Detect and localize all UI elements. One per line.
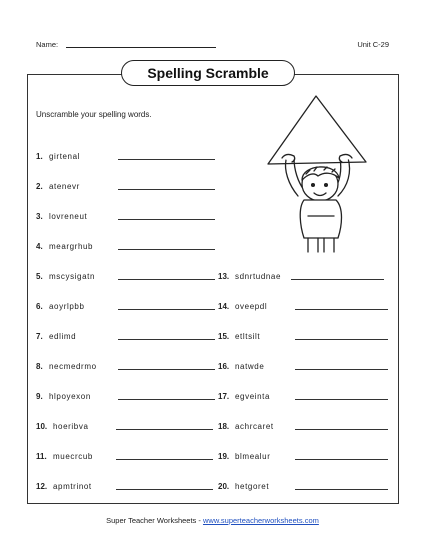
item-number: 11.: [36, 452, 47, 461]
word-item: [36, 182, 215, 191]
scrambled-word: apmtrinot: [53, 482, 92, 491]
answer-line[interactable]: [118, 398, 215, 400]
answer-line[interactable]: [118, 368, 215, 370]
unit-label: Unit C-29: [357, 40, 389, 49]
word-item: [218, 482, 388, 491]
footer: [0, 516, 425, 525]
item-number: 9.: [36, 392, 43, 401]
answer-line[interactable]: [295, 368, 388, 370]
answer-line[interactable]: [116, 488, 213, 490]
word-item: [218, 332, 388, 341]
item-number: 3.: [36, 212, 43, 221]
item-number: 19.: [218, 452, 230, 461]
scrambled-word: natwde: [235, 362, 265, 371]
answer-line[interactable]: [118, 338, 215, 340]
scrambled-word: mscysigatn: [49, 272, 96, 281]
answer-line[interactable]: [295, 488, 388, 490]
word-item: [36, 362, 215, 371]
item-number: 10.: [36, 422, 48, 431]
word-item: [218, 302, 388, 311]
scrambled-word: necmedrmo: [49, 362, 97, 371]
item-number: 16.: [218, 362, 230, 371]
word-item: [36, 272, 215, 281]
answer-line[interactable]: [118, 278, 215, 280]
item-number: 5.: [36, 272, 43, 281]
answer-line[interactable]: [116, 428, 213, 430]
item-number: 6.: [36, 302, 43, 311]
scrambled-word: atenevr: [49, 182, 80, 191]
word-item: [218, 422, 388, 431]
answer-line[interactable]: [295, 308, 388, 310]
answer-line[interactable]: [295, 338, 388, 340]
item-number: 12.: [36, 482, 48, 491]
answer-line[interactable]: [118, 188, 215, 190]
item-number: 14.: [218, 302, 230, 311]
word-item: [218, 452, 388, 461]
word-item: [36, 242, 215, 251]
scrambled-word: hlpoyexon: [49, 392, 91, 401]
answer-line[interactable]: [295, 428, 388, 430]
scrambled-word: oveepdl: [235, 302, 268, 311]
item-number: 8.: [36, 362, 43, 371]
scrambled-word: hoeribva: [53, 422, 89, 431]
name-field[interactable]: [66, 47, 216, 48]
page-title: Spelling Scramble: [121, 60, 295, 86]
scrambled-word: blmealur: [235, 452, 271, 461]
answer-line[interactable]: [118, 248, 215, 250]
word-item: [36, 422, 213, 431]
word-item: [36, 482, 213, 491]
scrambled-word: sdnrtudnae: [235, 272, 282, 281]
scrambled-word: girtenal: [49, 152, 81, 161]
child-holding-triangle-illustration: [264, 92, 376, 257]
footer-text: Super Teacher Worksheets -: [106, 516, 203, 525]
scrambled-word: egveinta: [235, 392, 271, 401]
answer-line[interactable]: [291, 278, 384, 280]
item-number: 13.: [218, 272, 230, 281]
word-item: [218, 392, 388, 401]
scrambled-word: meargrhub: [49, 242, 94, 251]
word-item: [36, 152, 215, 161]
item-number: 20.: [218, 482, 230, 491]
item-number: 4.: [36, 242, 43, 251]
scrambled-word: achrcaret: [235, 422, 274, 431]
scrambled-word: hetgoret: [235, 482, 270, 491]
scrambled-word: muecrcub: [53, 452, 93, 461]
scrambled-word: aoyrlpbb: [49, 302, 85, 311]
word-item: [218, 272, 384, 281]
item-number: 15.: [218, 332, 230, 341]
answer-line[interactable]: [118, 218, 215, 220]
word-item: [218, 362, 388, 371]
word-item: [36, 332, 215, 341]
item-number: 18.: [218, 422, 230, 431]
word-item: [36, 212, 215, 221]
word-item: [36, 302, 215, 311]
word-item: [36, 452, 213, 461]
scrambled-word: lovreneut: [49, 212, 88, 221]
scrambled-word: edlimd: [49, 332, 77, 341]
answer-line[interactable]: [295, 398, 388, 400]
name-label: Name:: [36, 40, 59, 49]
instructions: Unscramble your spelling words.: [36, 110, 152, 119]
answer-line[interactable]: [118, 308, 215, 310]
answer-line[interactable]: [295, 458, 388, 460]
word-item: [36, 392, 215, 401]
item-number: 17.: [218, 392, 230, 401]
item-number: 2.: [36, 182, 43, 191]
answer-line[interactable]: [118, 158, 215, 160]
item-number: 1.: [36, 152, 43, 161]
scrambled-word: etltsilt: [235, 332, 261, 341]
item-number: 7.: [36, 332, 43, 341]
footer-link[interactable]: www.superteacherworksheets.com: [202, 516, 319, 525]
answer-line[interactable]: [116, 458, 213, 460]
